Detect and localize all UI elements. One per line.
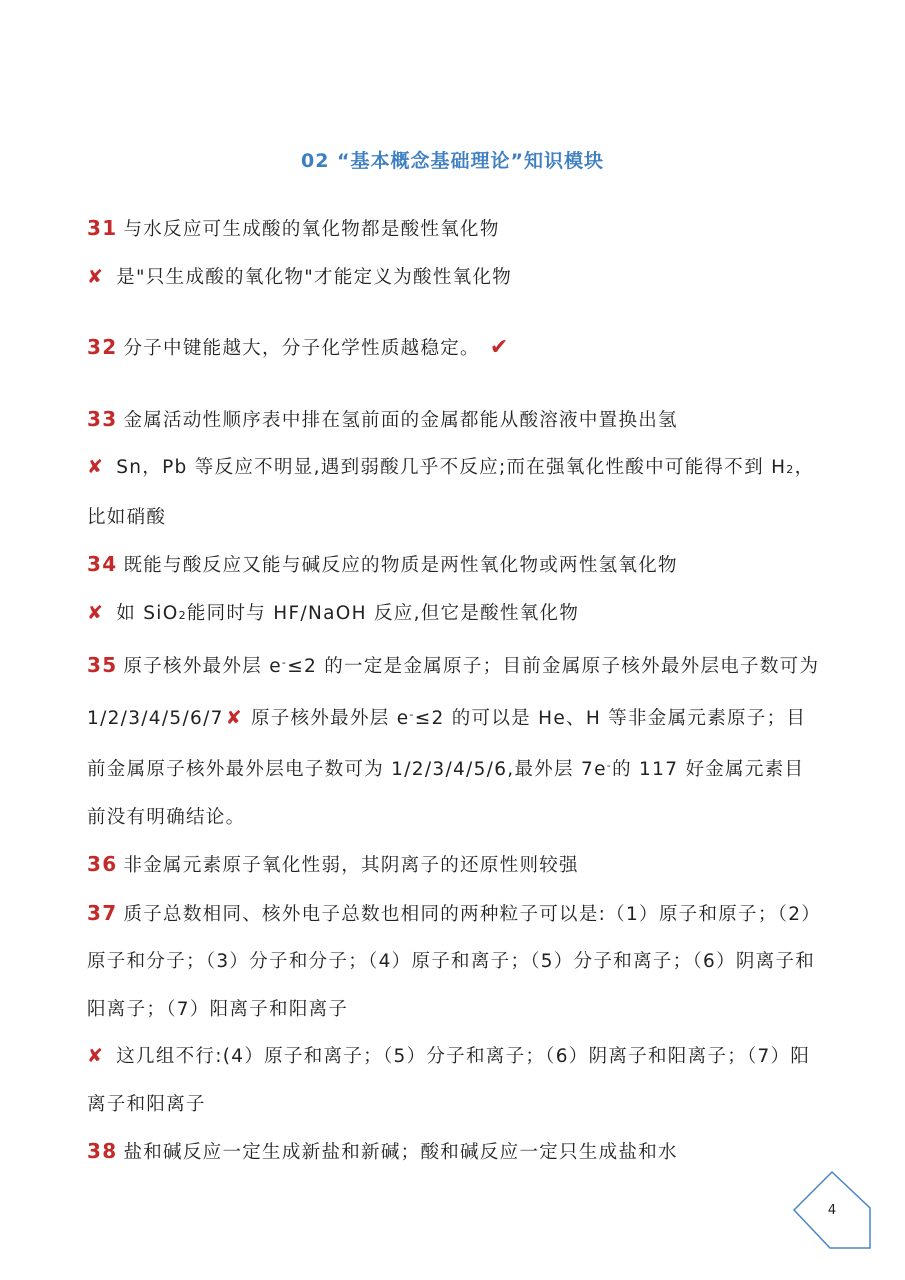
item-37 (87, 890, 822, 1034)
item-text-cont: ≤2 的一定是金属原子；目前金属原子核外最外层电子数可为 1/2/3/4/5/6/7 (87, 656, 820, 729)
item-36 (87, 841, 822, 890)
item-text: 原子核外最外层 e (123, 656, 282, 677)
item-31-note (87, 254, 822, 302)
item-number: 35 (87, 653, 118, 677)
superscript: - (606, 759, 613, 772)
item-text: 与水反应可生成酸的氧化物都是酸性氧化物 (123, 219, 500, 240)
item-33-note (87, 444, 822, 541)
item-31 (87, 205, 822, 254)
item-number: 34 (87, 552, 118, 576)
item-text: 分子中键能越大，分子化学性质越稳定。 (123, 338, 480, 359)
note-text: 这几组不行:(4）原子和离子；（5）分子和离子；（6）阴离子和阳离子；（7）阳离子和阳离子 (87, 1046, 811, 1115)
item-text: 金属活动性顺序表中排在氢前面的金属都能从酸溶液中置换出氢 (123, 409, 678, 431)
check-icon: ✔ (489, 335, 510, 360)
superscript: - (409, 707, 415, 721)
note-text-end: ，比如硝酸 (87, 457, 815, 528)
cross-icon: ✘ (87, 1045, 105, 1067)
subscript: 2 (178, 608, 187, 622)
item-number: 33 (87, 406, 118, 431)
cross-icon: ✘ (87, 265, 105, 288)
page-number: 4 (827, 1203, 837, 1218)
note-text-end: 能同时与 HF/NaOH 反应,但它是酸性氧化物 (186, 602, 580, 624)
item-32 (87, 324, 822, 373)
note-text-end: 的 117 好金属元素目前没有明确结论。 (87, 759, 805, 828)
note-text: 如 SiO (116, 602, 179, 624)
cross-icon: ✘ (87, 601, 105, 624)
note-text: 是"只生成酸的氧化物"才能定义为酸性氧化物 (116, 266, 513, 288)
item-35 (87, 639, 822, 841)
section-title: 02 “基本概念基础理论”知识模块 (300, 150, 605, 172)
note-text: 原子核外最外层 e (250, 707, 410, 729)
note-text: Sn，Pb 等反应不明显,遇到弱酸几乎不反应;而在强氧化性酸中可能得不到 H (116, 457, 787, 478)
item-34-note (87, 590, 822, 640)
item-number: 37 (87, 900, 118, 925)
superscript: - (281, 656, 288, 669)
item-number: 32 (87, 335, 118, 359)
item-text: 非金属元素原子氧化性弱，其阴离子的还原性则较强 (123, 855, 579, 876)
item-number: 38 (87, 1139, 118, 1163)
cross-icon: ✘ (87, 456, 105, 478)
subscript: 2 (786, 463, 795, 476)
item-38 (87, 1128, 822, 1177)
item-number: 36 (87, 852, 118, 876)
content-body (87, 205, 822, 1177)
item-33 (87, 396, 822, 445)
item-number: 31 (87, 216, 118, 240)
item-text: 既能与酸反应又能与碱反应的物质是两性氧化物或两性氢氧化物 (123, 555, 678, 576)
item-37-note (87, 1033, 822, 1128)
item-text: 盐和碱反应一定生成新盐和新碱；酸和碱反应一定只生成盐和水 (123, 1142, 678, 1163)
item-text: 质子总数相同、核外电子总数也相同的两种粒子可以是:（1）原子和原子；（2）原子和分子；（3）分子和分子；（4）原子和离子；（5）分子和离子；（6）阴离子和阳离子；（7）阳离子和阳离子 (87, 903, 822, 1020)
item-34 (87, 541, 822, 590)
note-text-cont: ≤2 的可以是 He、H 等非金属元素原子；目前金属原子核外最外层电子数可为 1/2/3/4/5/6,最外层 7e (87, 707, 807, 780)
cross-icon: ✘ (225, 706, 243, 729)
